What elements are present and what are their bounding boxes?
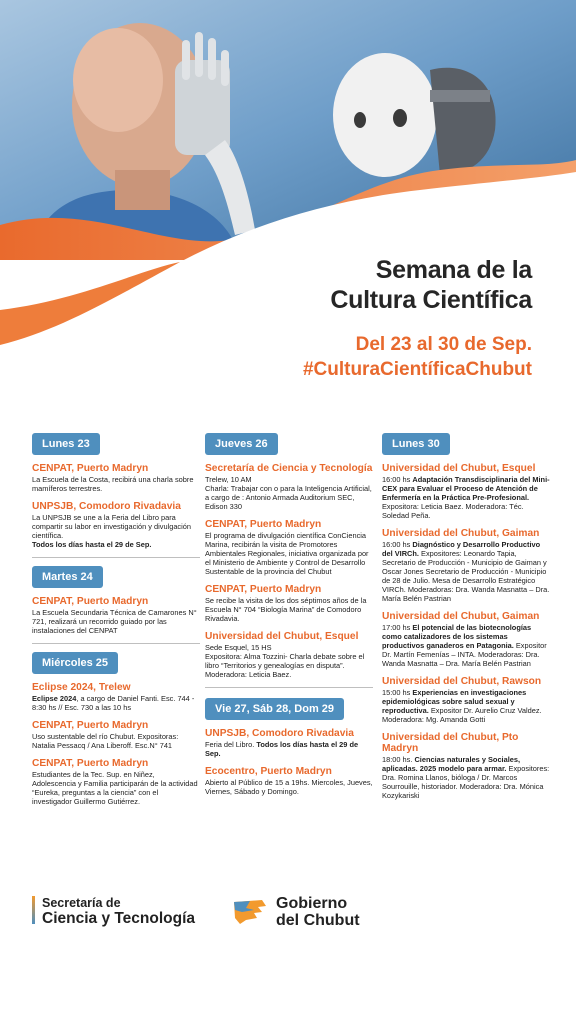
item-body-text: La UNPSJB se une a la Feria del Libro para compartir su labor en investigación y divulgación científica. bbox=[32, 513, 191, 540]
chubut-map-logo-icon bbox=[232, 898, 272, 931]
item-body: Uso sustentable del río Chubut. Expositoras: Natalia Pessacq / Ana Liberoff. Esc.N° 741 bbox=[32, 732, 179, 750]
list-item bbox=[382, 732, 552, 800]
item-body bbox=[382, 623, 552, 668]
item-heading: Secretaría de Ciencia y Tecnología bbox=[205, 463, 373, 474]
item-body bbox=[382, 755, 552, 800]
item-body-tail: Expositores: Leonardo Tapia, Secretario de Producción - Municipio de Gaiman y Oscar Jones Secretario de Producción - Municipio de 28 de Julio. Mesa de Desarrollo Estratégico VIRCh. Moderadoras: Dra. Wanda Masnatta – Dra. María Belén Pastrian bbox=[382, 549, 550, 603]
item-heading: Ecocentro, Puerto Madryn bbox=[205, 766, 332, 777]
list-item bbox=[32, 758, 200, 806]
item-body bbox=[382, 540, 552, 603]
item-heading: Universidad del Chubut, Esquel bbox=[205, 631, 359, 642]
item-body-bold: El potencial de las biotecnologías como catalizadores de los sistemas productivos ganaderos en Patagonia. bbox=[382, 623, 532, 650]
list-item bbox=[205, 766, 373, 796]
list-item bbox=[382, 463, 552, 520]
item-body bbox=[382, 688, 552, 724]
item-body-text: , a cargo de Daniel Fanti. Esc. 744 - 8:30 hs // Esc. 730 a las 10 hs bbox=[32, 694, 195, 712]
item-body-bold: Eclipse 2024 bbox=[32, 694, 77, 703]
day-badge-miercoles-25: Miércoles 25 bbox=[32, 652, 118, 674]
day-badge-lunes-30: Lunes 30 bbox=[382, 433, 450, 455]
item-body-text: 15:00 hs bbox=[382, 688, 413, 697]
dates-line: Del 23 al 30 de Sep. bbox=[355, 334, 532, 355]
item-body: La Escuela Secundaria Técnica de Camarones N° 721, realizará un recorrido guiado por las instalaciones del CENPAT bbox=[32, 608, 197, 635]
schedule-column-3 bbox=[382, 433, 552, 808]
item-body-bold: Experiencias en investigaciones epidemiológicas sobre salud sexual y reproductiva. bbox=[382, 688, 527, 715]
item-body-text: 17:00 hs bbox=[382, 623, 413, 632]
item-body bbox=[32, 694, 200, 712]
list-item bbox=[205, 519, 373, 576]
list-item bbox=[32, 720, 200, 750]
item-body-bold: Adaptación Transdisciplinaria del Mini-CEX para Evaluar el Proceso de Atención de Enfermería en la Práctica Pre-Profesional. bbox=[382, 475, 550, 502]
item-body-bold: Todos los días hasta el 29 de Sep. bbox=[32, 540, 152, 549]
item-heading: Universidad del Chubut, Gaiman bbox=[382, 611, 540, 622]
item-body-tail: Expositor Dr. Aurelio Cruz Valdez. Moderadora: Mg. Amanda Gotti bbox=[382, 706, 542, 724]
item-body: Estudiantes de la Tec. Sup. en Niñez, Adolescencia y Familia participarán de la actividad “Eureka, preguntas a la ciencia” con el investigador Guillermo Gutiérrez. bbox=[32, 770, 198, 806]
item-body-tail: Expositora: Leticia Baez. Moderadora: Téc. Soledad Peña. bbox=[382, 502, 524, 520]
item-heading: Universidad del Chubut, Rawson bbox=[382, 676, 542, 687]
secretaria-line-2: Ciencia y Tecnología bbox=[42, 910, 196, 927]
item-body: Abierto al Público de 15 a 19hs. Miercoles, Jueves, Viernes, Sábado y Domingo. bbox=[205, 778, 373, 796]
item-body-text: 16:00 hs bbox=[382, 540, 413, 549]
list-item bbox=[382, 528, 552, 603]
item-heading: Universidad del Chubut, Gaiman bbox=[382, 528, 540, 539]
schedule-column-2 bbox=[205, 433, 373, 804]
item-heading: Universidad del Chubut, Pto Madryn bbox=[382, 732, 519, 754]
schedule-column-1 bbox=[32, 433, 200, 814]
day-badge-martes-24: Martes 24 bbox=[32, 566, 103, 588]
item-heading: CENPAT, Puerto Madryn bbox=[32, 596, 149, 607]
item-body: La Escuela de la Costa, recibirá una charla sobre mamíferos terrestres. bbox=[32, 475, 194, 493]
item-heading: CENPAT, Puerto Madryn bbox=[32, 720, 149, 731]
item-heading: CENPAT, Puerto Madryn bbox=[32, 758, 149, 769]
event-dates bbox=[303, 332, 532, 382]
item-body-bold: Diagnóstico y Desarrollo Productivo del VIRCh. bbox=[382, 540, 541, 558]
divider bbox=[32, 643, 200, 644]
item-body-tail: Expositor Dr. Martín Femenías – INTA. Moderadoras: Dra. Wanda Masnatta – Dra. María Belén Pastrian bbox=[382, 641, 547, 668]
list-item bbox=[205, 728, 373, 758]
item-body: Se recibe la visita de los dos séptimos años de la Escuela N° 704 “Biología Marina” de Comodoro Rivadavia. bbox=[205, 596, 367, 623]
item-body: El programa de divulgación científica ConCiencia Marina, recibirán la visita de Promotores Ambientales Regionales, iniciativa organizada por el Ministerio de Ambiente y Control de Desarrollo Sustentable de la provincia del Chubut bbox=[205, 531, 369, 576]
item-heading: CENPAT, Puerto Madryn bbox=[205, 584, 322, 595]
item-heading: Eclipse 2024, Trelew bbox=[32, 682, 131, 693]
list-item bbox=[382, 611, 552, 668]
item-heading: UNPSJB, Comodoro Rivadavia bbox=[32, 501, 181, 512]
list-item bbox=[205, 584, 373, 623]
item-body-text: 16:00 hs bbox=[382, 475, 413, 484]
item-body-bold: Todos los días hasta el 29 de Sep. bbox=[205, 740, 359, 758]
title-line-1: Semana de la bbox=[375, 256, 532, 284]
list-item bbox=[32, 682, 200, 712]
day-badge-lunes-23: Lunes 23 bbox=[32, 433, 100, 455]
item-body: Trelew, 10 AM Charla: Trabajar con o para la Inteligencia Artificial, a cargo de : Antonio Armada Auditorium SEC, Edison 330 bbox=[205, 475, 372, 511]
event-title bbox=[330, 255, 532, 315]
gobierno-line-1: Gobierno bbox=[276, 895, 348, 912]
item-heading: Universidad del Chubut, Esquel bbox=[382, 463, 536, 474]
list-item bbox=[205, 463, 373, 511]
day-badge-vie-sab-dom: Vie 27, Sáb 28, Dom 29 bbox=[205, 698, 344, 720]
item-body: Sede Esquel, 15 HS Expositora: Alma Tozzini- Charla debate sobre el libro “Territorios y genealogías en disputa”. Moderadora: Leticia Baez. bbox=[205, 643, 365, 679]
item-body bbox=[205, 740, 373, 758]
list-item bbox=[205, 631, 373, 679]
item-body-text: 18:00 hs. bbox=[382, 755, 415, 764]
divider bbox=[32, 557, 200, 558]
item-body-tail: Expositores: Dra. Romina Llanos, bióloga / Dr. Marcos Sourrouille, historiador. Moderadora: Dra. Mónica Kozykariski bbox=[382, 764, 550, 800]
list-item bbox=[32, 463, 200, 493]
hashtag: #CulturaCientíficaChubut bbox=[302, 359, 532, 380]
gobierno-line-2: del Chubut bbox=[276, 912, 360, 929]
item-body-text: Feria del Libro. bbox=[205, 740, 257, 749]
list-item bbox=[32, 596, 200, 635]
secretaria-logo-bar bbox=[32, 896, 35, 924]
item-heading: CENPAT, Puerto Madryn bbox=[205, 519, 322, 530]
item-heading: UNPSJB, Comodoro Rivadavia bbox=[205, 728, 354, 739]
title-line-2: Cultura Científica bbox=[330, 286, 532, 314]
item-body bbox=[32, 513, 200, 549]
divider bbox=[205, 687, 373, 688]
item-body-bold: Ciencias naturales y Sociales, aplicadas. 2025 modelo para armar. bbox=[382, 755, 521, 773]
secretaria-line-1: Secretaría de bbox=[42, 896, 121, 910]
item-body bbox=[382, 475, 552, 520]
item-heading: CENPAT, Puerto Madryn bbox=[32, 463, 149, 474]
day-badge-jueves-26: Jueves 26 bbox=[205, 433, 278, 455]
list-item bbox=[382, 676, 552, 724]
list-item bbox=[32, 501, 200, 549]
